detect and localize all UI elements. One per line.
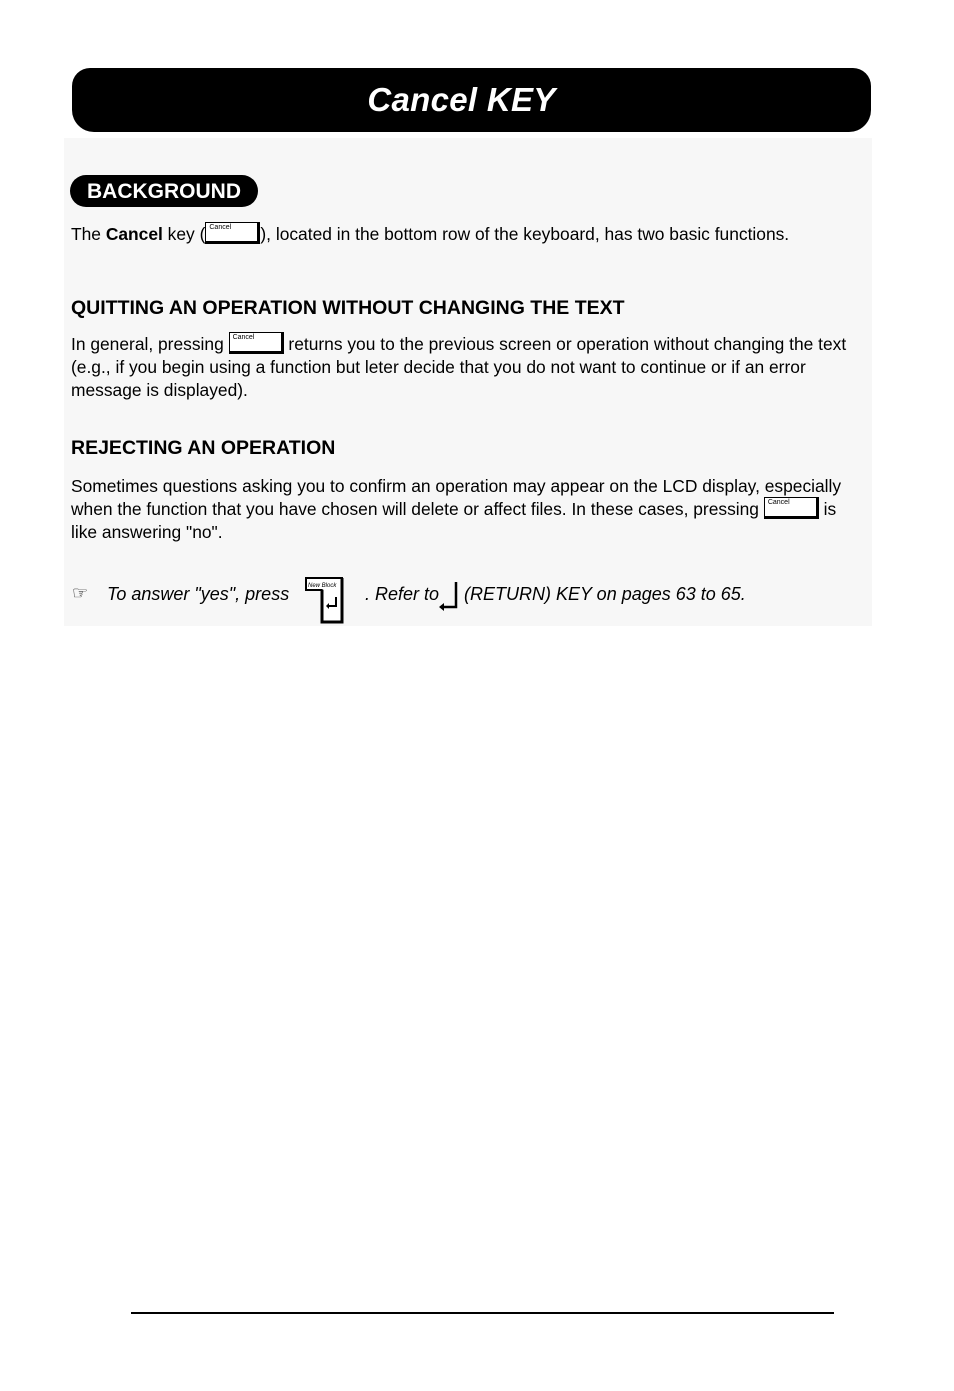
page-title: Cancel KEY — [367, 81, 556, 118]
note-text-yes: To answer "yes", press — [107, 584, 290, 604]
key-cap-label: New Block — [308, 583, 337, 589]
page-title-bar — [72, 68, 871, 132]
background-paragraph — [71, 223, 856, 246]
return-key-icon — [436, 581, 460, 611]
key-cap-label: Cancel — [767, 499, 790, 507]
cancel-key-icon — [764, 497, 819, 519]
pointing-hand-icon: ☞ — [72, 583, 89, 603]
text-run: returns you to the previous screen or operation without changing the text (e.g., if you begin using a function but leter decide that you do not want to continue or if an error message is displayed). — [71, 334, 847, 400]
quitting-paragraph — [71, 333, 856, 402]
cancel-key-icon — [205, 222, 260, 244]
key-cap-label: Cancel — [232, 334, 255, 342]
key-cap-label: Cancel — [209, 224, 232, 232]
section-heading-quitting: QUITTING AN OPERATION WITHOUT CHANGING THE TEXT — [71, 297, 625, 319]
text-run: ), located in the bottom row of the keyboard, has two basic functions. — [260, 224, 790, 244]
cancel-bold-text: Cancel — [105, 224, 163, 244]
text-run: In general, pressing — [71, 334, 229, 354]
text-run: key ( — [162, 224, 206, 244]
note — [72, 575, 872, 625]
section-heading-rejecting: REJECTING AN OPERATION — [71, 437, 336, 459]
text-run: Sometimes questions asking you to confirm an operation may appear on the LCD display, especially when the function that you have chosen will delete or affect files. In these cases, pressing — [71, 476, 842, 519]
text-run: is like answering "no". — [71, 499, 837, 542]
background-badge: BACKGROUND — [70, 175, 258, 207]
rejecting-paragraph — [71, 475, 856, 544]
cancel-key-icon — [229, 332, 284, 354]
text-run: The — [71, 224, 106, 244]
note-text-return: (RETURN) KEY on pages 63 to 65. — [464, 584, 746, 604]
footer-rule — [131, 1312, 834, 1314]
note-text-refer: . Refer to — [365, 584, 440, 604]
new-block-key-icon — [304, 576, 346, 624]
